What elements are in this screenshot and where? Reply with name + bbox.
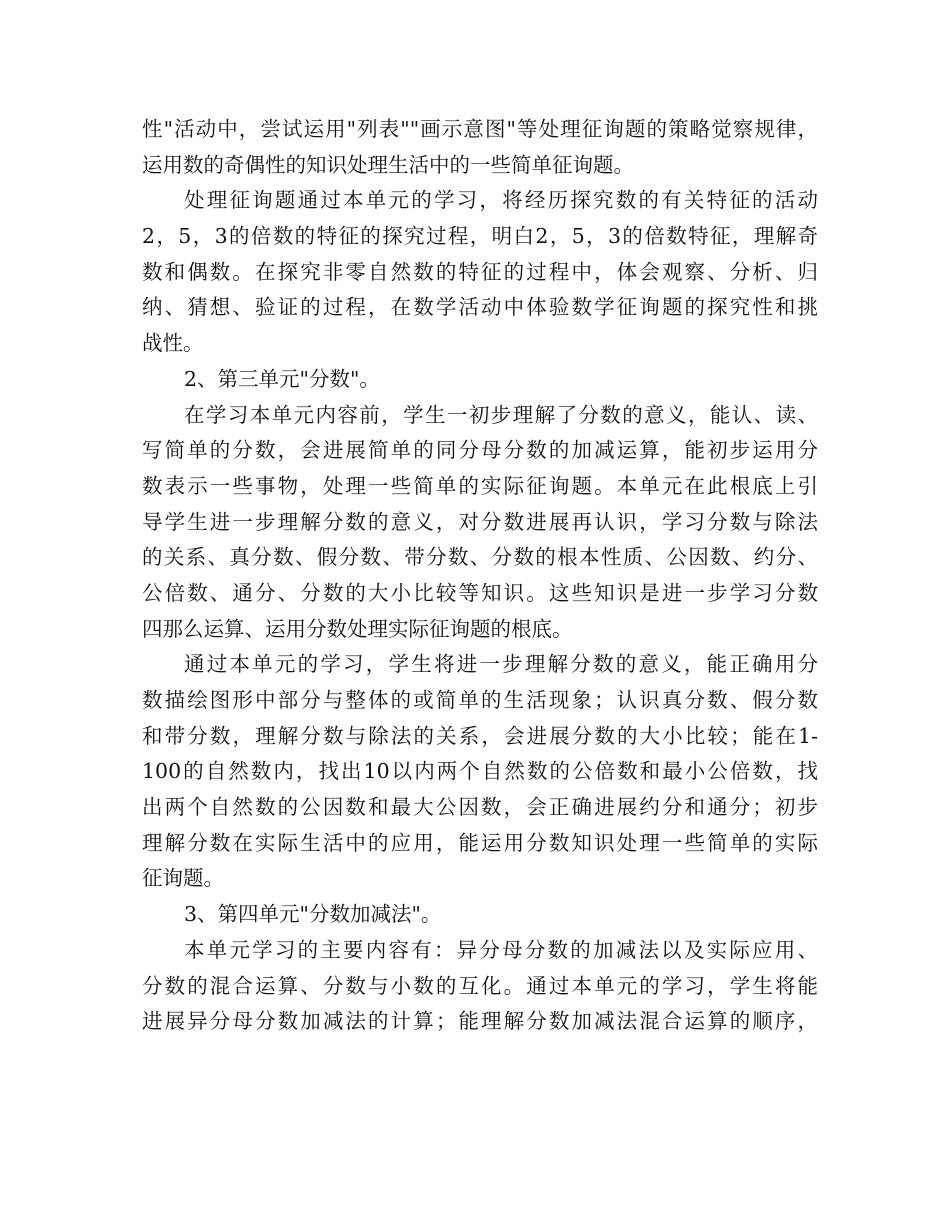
- document-body: [142, 112, 818, 1040]
- text-line: 写简单的分数，会进展简单的同分母分数的加减运算，能初步运用分: [142, 438, 818, 463]
- text-line: 100的自然数内，找出10以内两个自然数的公倍数和最小公倍数，找: [142, 759, 818, 784]
- text-line: 战性。: [142, 331, 204, 356]
- text-line: 导学生进一步理解分数的意义，对分数进展再认识，学习分数与除法: [142, 509, 818, 534]
- text-line: 出两个自然数的公因数和最大公因数，会正确进展约分和通分；初步: [142, 795, 818, 820]
- text-line: 征询题。: [142, 866, 224, 891]
- text-line: 和带分数，理解分数与除法的关系，会进展分数的大小比较；能在1-: [142, 723, 818, 748]
- paragraph-start-line: 通过本单元的学习，学生将进一步理解分数的意义，能正确用分: [184, 652, 818, 677]
- paragraph-start-line: 处理征询题通过本单元的学习，将经历探究数的有关特征的活动: [184, 188, 818, 213]
- paragraph-start-line: 在学习本单元内容前，学生一初步理解了分数的意义，能认、读、: [184, 402, 818, 427]
- text-line: 分数的混合运算、分数与小数的互化。通过本单元的学习，学生将能: [142, 973, 818, 998]
- section-heading: 3、第四单元"分数加减法"。: [184, 902, 442, 927]
- paragraph-start-line: 本单元学习的主要内容有：异分母分数的加减法以及实际应用、: [184, 937, 818, 962]
- text-line: 公倍数、通分、分数的大小比较等知识。这些知识是进一步学习分数: [142, 580, 818, 605]
- text-line: 性"活动中，尝试运用"列表""画示意图"等处理征询题的策略觉察规律，: [142, 117, 818, 141]
- section-heading: 2、第三单元"分数"。: [184, 366, 380, 391]
- text-line: 纳、猜想、验证的过程，在数学活动中体验数学征询题的探究性和挑: [142, 295, 818, 320]
- text-line: 进展异分母分数加减法的计算；能理解分数加减法混合运算的顺序，: [142, 1009, 818, 1034]
- text-line: 运用数的奇偶性的知识处理生活中的一些简单征询题。: [142, 152, 634, 177]
- text-line: 的关系、真分数、假分数、带分数、分数的根本性质、公因数、约分、: [142, 545, 818, 570]
- text-line: 数表示一些事物，处理一些简单的实际征询题。本单元在此根底上引: [142, 473, 818, 498]
- text-line: 2，5，3的倍数的特征的探究过程，明白2，5，3的倍数特征，理解奇: [142, 224, 818, 249]
- text-line: 数描绘图形中部分与整体的或简单的生活现象；认识真分数、假分数: [142, 688, 818, 712]
- text-line: 理解分数在实际生活中的应用，能运用分数知识处理一些简单的实际: [142, 830, 818, 855]
- text-line: 数和偶数。在探究非零自然数的特征的过程中，体会观察、分析、归: [142, 259, 818, 284]
- text-line: 四那么运算、运用分数处理实际征询题的根底。: [142, 616, 573, 641]
